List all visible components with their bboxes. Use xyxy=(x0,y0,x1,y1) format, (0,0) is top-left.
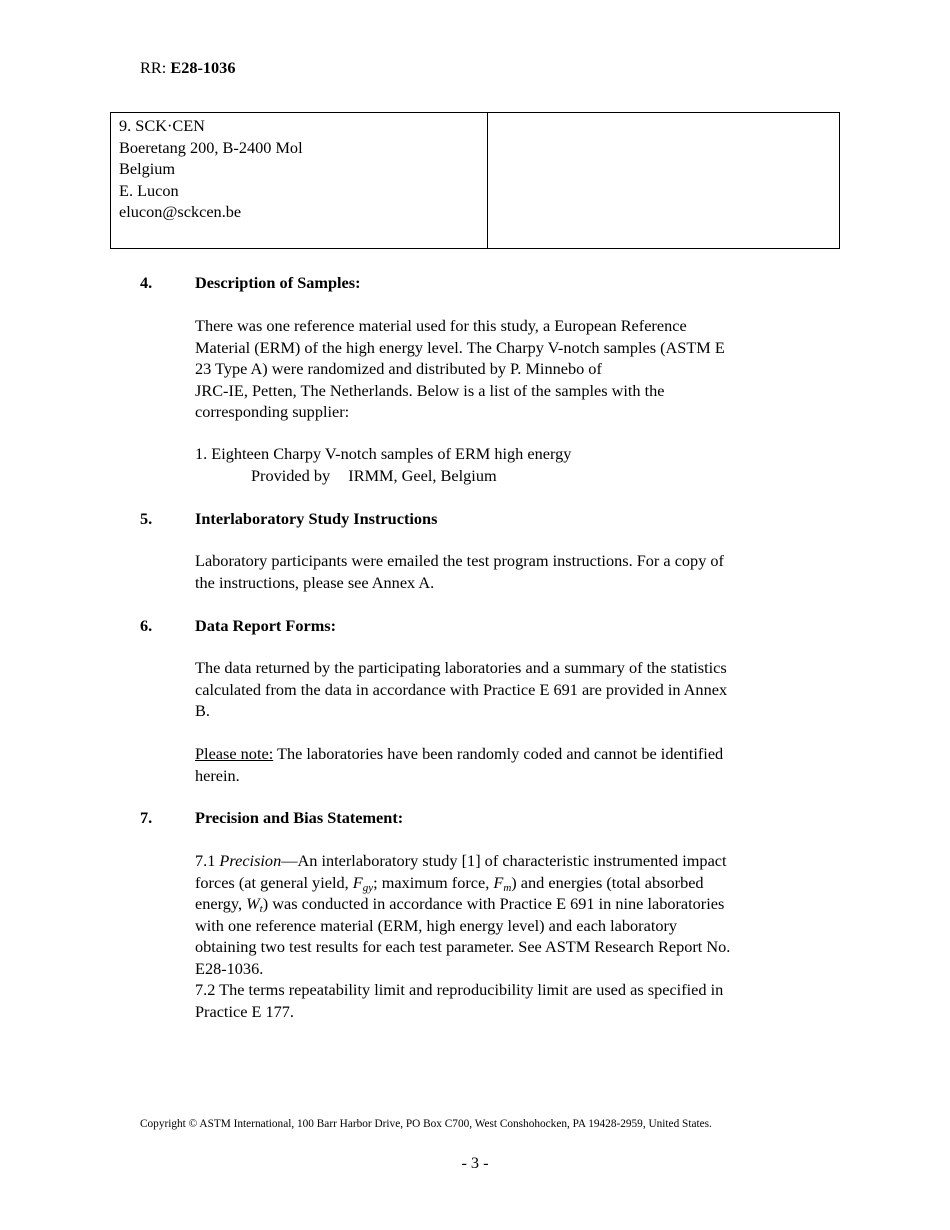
text-run: —An interlaboratory study [1] of characteristic instrumented impact xyxy=(281,851,727,870)
precision-line xyxy=(195,893,820,915)
section-4-title: Description of Samples: xyxy=(195,273,361,292)
note-line: herein. xyxy=(195,765,240,785)
section-5-title: Interlaboratory Study Instructions xyxy=(195,509,438,528)
section-6-title: Data Report Forms: xyxy=(195,616,337,635)
report-id: E28-1036 xyxy=(170,58,236,77)
laboratory-table xyxy=(110,112,840,249)
section-7-number: 7. xyxy=(140,808,153,827)
paragraph-line: 23 Type A) were randomized and distributed by P. Minnebo of xyxy=(195,359,602,378)
lab-email: elucon@sckcen.be xyxy=(119,202,242,221)
lab-country: Belgium xyxy=(119,159,176,178)
paragraph-line: JRC-IE, Petten, The Netherlands. Below is a list of the samples with the xyxy=(195,380,665,400)
provided-label: Provided by xyxy=(251,465,331,485)
subscript-t: t xyxy=(259,903,263,915)
sample-item: 1. Eighteen Charpy V-notch samples of ERM high energy xyxy=(195,444,572,463)
header-prefix: RR: xyxy=(140,58,167,77)
note-label: Please note: xyxy=(195,744,274,763)
section-7-title: Precision and Bias Statement: xyxy=(195,808,404,827)
text-run: forces (at general yield, xyxy=(195,872,353,892)
text-run: ) and energies (total absorbed xyxy=(511,872,704,892)
paragraph-line: There was one reference material used for this study, a European Reference xyxy=(195,316,687,335)
paragraph-line: calculated from the data in accordance with Practice E 691 are provided in Annex xyxy=(195,679,728,699)
paragraph-line: corresponding supplier: xyxy=(195,402,350,421)
note-paragraph xyxy=(195,743,820,786)
symbol-w: W xyxy=(246,894,260,913)
note-line xyxy=(195,743,820,765)
provided-value: IRMM, Geel, Belgium xyxy=(348,465,497,485)
precision-line xyxy=(195,850,820,872)
section-7-paragraph xyxy=(195,850,820,1022)
text-run: ; maximum force, xyxy=(373,872,494,892)
paragraph-line: the instructions, please see Annex A. xyxy=(195,572,435,592)
paragraph-line: Material (ERM) of the high energy level. The Charpy V-notch samples (ASTM E xyxy=(195,337,725,357)
copyright-notice: Copyright © ASTM International, 100 Barr Harbor Drive, PO Box C700, West Conshohocken, PA 19428-2959, United States. xyxy=(140,1118,712,1130)
section-4-paragraph xyxy=(195,315,820,423)
bias-line: Practice E 177. xyxy=(195,1001,295,1021)
lab-contact: E. Lucon xyxy=(119,180,179,200)
paragraph-line: B. xyxy=(195,701,210,720)
symbol-f: F xyxy=(493,872,504,892)
sample-list xyxy=(195,443,820,486)
section-5-paragraph xyxy=(195,550,820,593)
text-run: 7.1 xyxy=(195,851,220,870)
precision-line: E28-1036. xyxy=(195,958,264,978)
paragraph-line: Laboratory participants were emailed the test program instructions. For a copy of xyxy=(195,551,724,570)
precision-line: with one reference material (ERM, high energy level) and each laboratory xyxy=(195,915,678,935)
subscript-gy: gy xyxy=(362,881,374,894)
text-run: energy, xyxy=(195,894,247,913)
page-number: - 3 - xyxy=(461,1153,489,1172)
note-text: The laboratories have been randomly coded and cannot be identified xyxy=(273,744,724,763)
section-6-paragraph xyxy=(195,657,820,722)
precision-line: obtaining two test results for each test parameter. See ASTM Research Report No. xyxy=(195,937,731,956)
subscript-m: m xyxy=(503,881,512,894)
empty-cell xyxy=(488,113,840,249)
lab-name: 9. SCK·CEN xyxy=(119,116,205,135)
symbol-f: F xyxy=(352,872,363,892)
laboratory-cell xyxy=(111,113,488,249)
precision-line xyxy=(195,872,820,894)
bias-line: 7.2 The terms repeatability limit and reproducibility limit are used as specified in xyxy=(195,980,724,999)
supplier-line xyxy=(195,465,820,487)
section-6-number: 6. xyxy=(140,616,153,635)
text-run: ) was conducted in accordance with Practice E 691 in nine laboratories xyxy=(262,894,725,913)
precision-term: Precision xyxy=(219,851,282,870)
section-4-number: 4. xyxy=(140,273,153,292)
lab-address: Boeretang 200, B-2400 Mol xyxy=(119,137,303,157)
paragraph-line: The data returned by the participating laboratories and a summary of the statistics xyxy=(195,658,727,677)
section-5-number: 5. xyxy=(140,509,153,528)
report-header xyxy=(140,57,235,79)
